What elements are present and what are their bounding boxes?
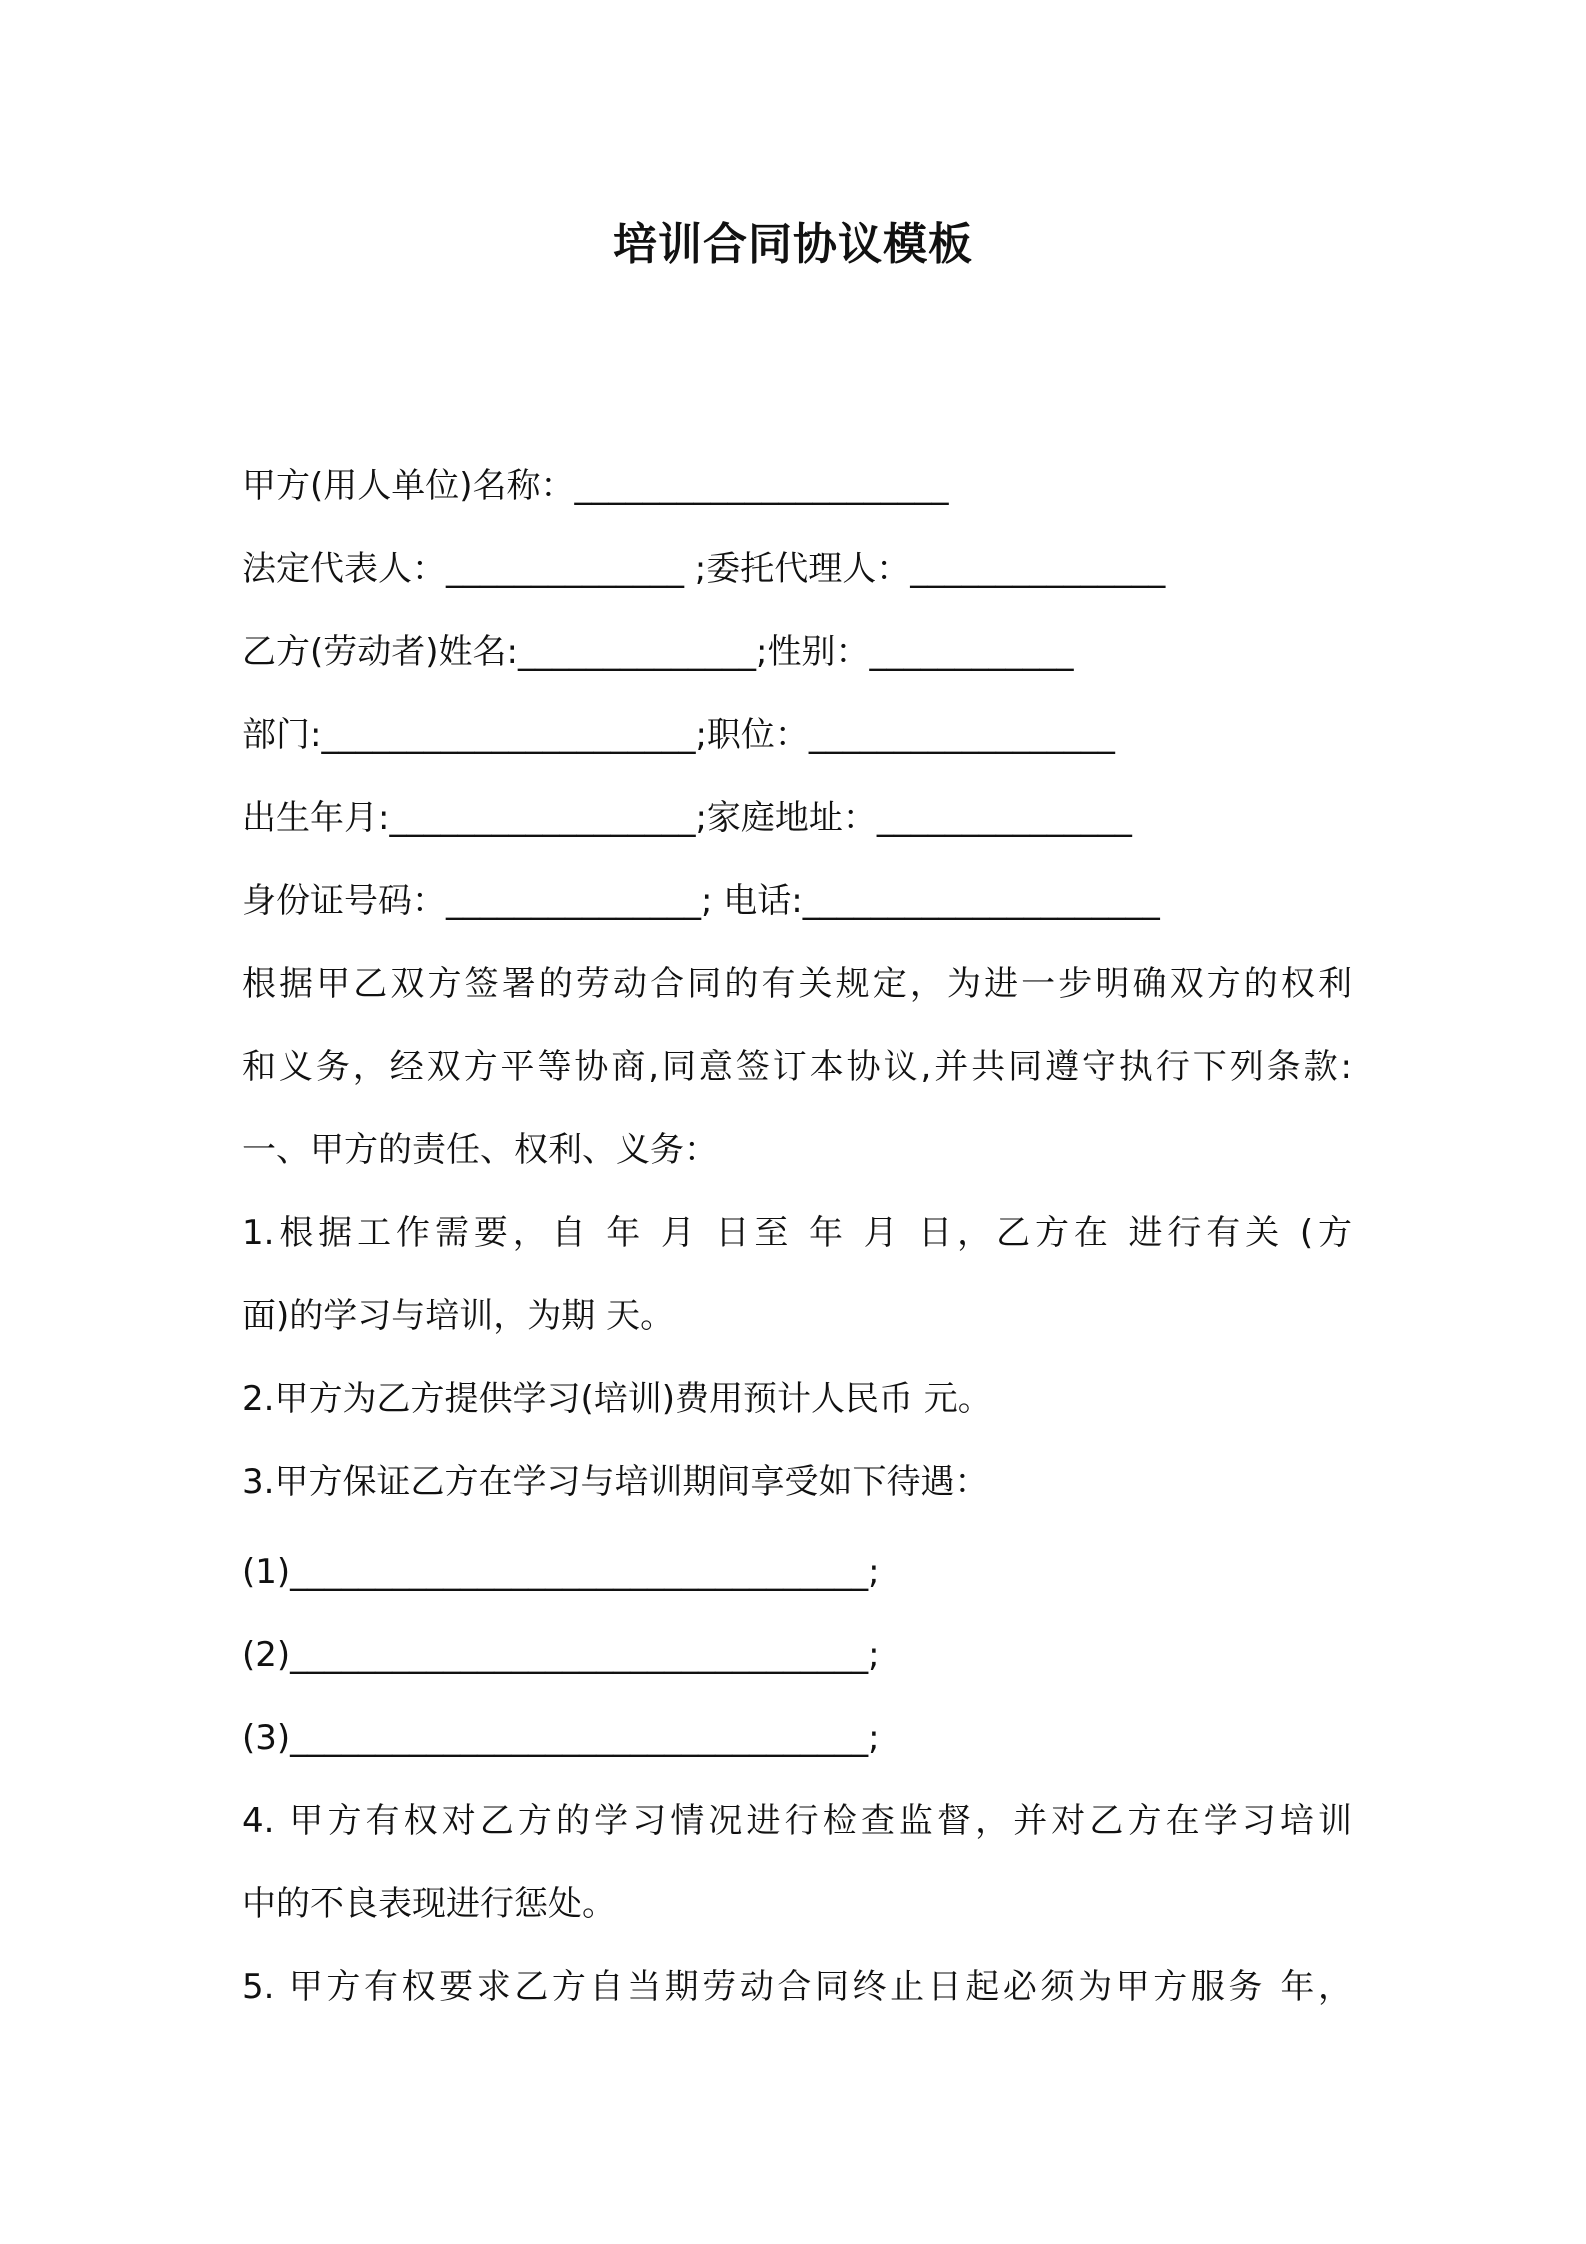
birth-address-field: 出生年月:__________________;家庭地址：_______________: [242, 798, 1132, 838]
item-3-sub-2: (2)__________________________________;: [242, 1635, 880, 1675]
intro-line-1: 根据甲乙双方签署的劳动合同的有关规定，为进一步明确双方的权利: [242, 964, 1352, 1004]
item-4-line-2: 中的不良表现进行惩处。: [242, 1884, 616, 1924]
item-5-line-1: 5. 甲方有权要求乙方自当期劳动合同终止日起必须为甲方服务 年，: [242, 1967, 1352, 2007]
item-3-sub-1: (1)__________________________________;: [242, 1552, 880, 1592]
department-field: 部门:______________________;职位：__________________: [242, 715, 1115, 755]
item-3-sub-3: (3)__________________________________;: [242, 1718, 880, 1758]
item-4-line-1: 4. 甲方有权对乙方的学习情况进行检查监督，并对乙方在学习培训: [242, 1801, 1352, 1841]
item-2: 2.甲方为乙方提供学习(培训)费用预计人民币 元。: [242, 1379, 992, 1419]
section-1-heading: 一、甲方的责任、权利、义务：: [242, 1130, 718, 1170]
legal-representative-field: 法定代表人：______________ ;委托代理人：_______________: [242, 549, 1166, 589]
document-title: 培训合同协议模板: [613, 219, 973, 270]
item-3: 3.甲方保证乙方在学习与培训期间享受如下待遇：: [242, 1462, 989, 1502]
party-a-name-field: 甲方(用人单位)名称：______________________: [242, 466, 949, 506]
item-1-line-1: 1.根据工作需要，自 年 月 日至 年 月 日，乙方在 进行有关 (方: [242, 1213, 1352, 1253]
id-phone-field: 身份证号码：_______________; 电话:_____________________: [242, 881, 1160, 921]
party-b-name-field: 乙方(劳动者)姓名:______________;性别：____________: [242, 632, 1074, 672]
item-1-line-2: 面)的学习与培训，为期 天。: [242, 1296, 675, 1336]
intro-line-2: 和义务，经双方平等协商,同意签订本协议,并共同遵守执行下列条款:: [242, 1047, 1352, 1087]
